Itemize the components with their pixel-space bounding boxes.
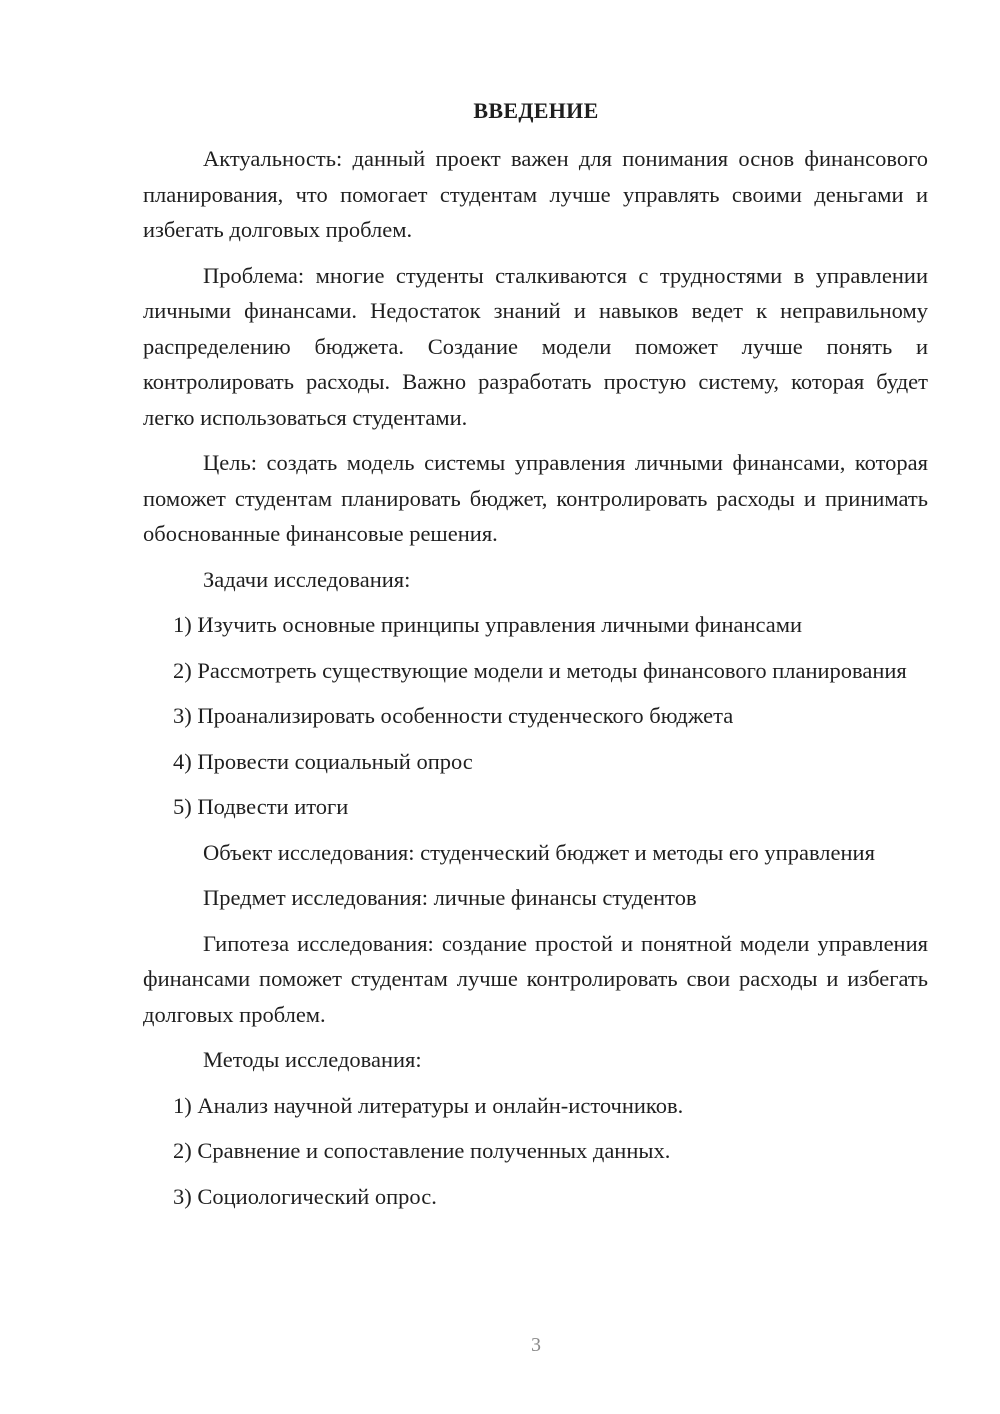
method-item-2: 2) Сравнение и сопоставление полученных данных. <box>173 1138 671 1163</box>
method-item-3: 3) Социологический опрос. <box>173 1183 437 1209</box>
tasks-heading: Задачи исследования: <box>203 566 411 592</box>
task-item-4: 4) Провести социальный опрос <box>173 748 473 774</box>
task-item-2: 2) Рассмотреть существующие модели и методы финансового планирования <box>173 657 907 683</box>
methods-heading: Методы исследования: <box>203 1047 422 1072</box>
paragraph-goal: Цель: создать модель системы управления личными финансами, которая поможет студентам планировать бюджет, контролировать расходы и принимать обоснованные финансовые решения. <box>143 450 928 546</box>
method-item-1: 1) Анализ научной литературы и онлайн-источников. <box>173 1092 684 1118</box>
document-body <box>143 141 928 1224</box>
paragraph-hypothesis: Гипотеза исследования: создание простой и понятной модели управления финансами поможет студентам лучше контролировать свои расходы и избегать долговых проблем. <box>143 930 928 1027</box>
task-item-1: 1) Изучить основные принципы управления личными финансами <box>173 612 803 637</box>
task-item-3: 3) Проанализировать особенности студенческого бюджета <box>173 703 734 728</box>
section-title: ВВЕДЕНИЕ <box>473 98 599 123</box>
paragraph-problem: Проблема: многие студенты сталкиваются с трудностями в управлении личными финансами. Недостаток знаний и навыков ведет к неправильному распределению бюджета. Создание модели поможет лучше понять и контролировать расходы. Важно разработать простую систему, которая будет легко использоваться студентами. <box>143 262 928 430</box>
paragraph-object: Объект исследования: студенческий бюджет и методы его управления <box>203 839 875 865</box>
paragraph-relevance: Актуальность: данный проект важен для понимания основ финансового планирования, что помогает студентам лучше управлять своими деньгами и избегать долговых проблем. <box>143 146 928 242</box>
task-item-5: 5) Подвести итоги <box>173 794 349 819</box>
paragraph-subject: Предмет исследования: личные финансы студентов <box>203 885 697 910</box>
page-number: 3 <box>531 1334 541 1356</box>
